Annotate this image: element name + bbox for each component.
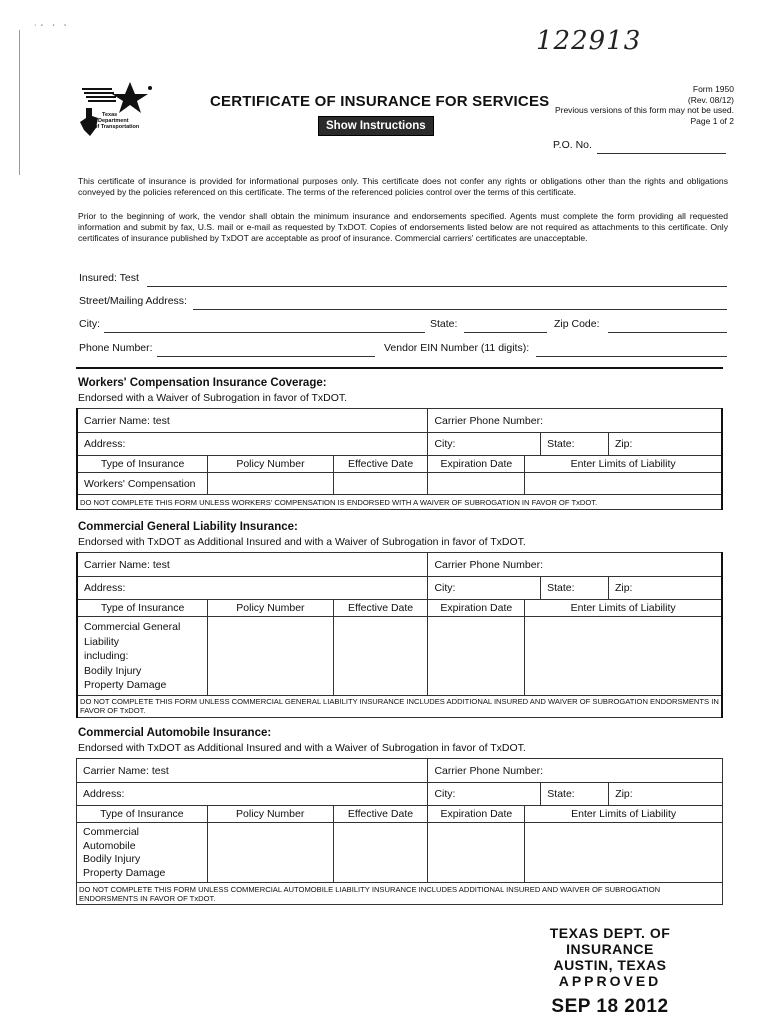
table-header-row bbox=[77, 806, 723, 823]
carrier-name-cell[interactable]: Carrier Name: test bbox=[77, 759, 428, 783]
section-divider bbox=[76, 367, 723, 369]
expiration-date-cell[interactable] bbox=[428, 473, 525, 495]
txdot-logo bbox=[80, 80, 155, 138]
form-page: Page 1 of 2 bbox=[690, 115, 734, 126]
col-effective-header: Effective Date bbox=[333, 806, 428, 823]
automobile-warning: DO NOT COMPLETE THIS FORM UNLESS COMMERCIAL AUTOMOBILE LIABILITY INSURANCE INCLUDES ADDITIONAL INSURED AND WAIVER OF SUBROGATION ENDORSMENTS IN FAVOR OF TxDOT. bbox=[77, 883, 723, 905]
address-cell[interactable]: Address: bbox=[77, 783, 428, 806]
po-field[interactable] bbox=[597, 153, 726, 154]
carrier-phone-cell[interactable]: Carrier Phone Number: bbox=[428, 759, 723, 783]
instructions-paragraph: Prior to the beginning of work, the vendor shall obtain the minimum insurance and endorsements specified. Agents must complete the form providing all requested information and submit by fax, U.S. mail or e-mail as requested by TxDOT. Copies of endorsements listed below are not required as attachments to this certificate. Only certificates of insurance published by TxDOT are acceptable as proof of insurance. Commercial carriers' certificates are unacceptable. bbox=[78, 211, 728, 243]
limits-cell[interactable] bbox=[525, 823, 723, 883]
city-cell[interactable]: City: bbox=[428, 433, 541, 456]
carrier-phone-cell[interactable]: Carrier Phone Number: bbox=[428, 553, 722, 577]
effective-date-cell[interactable] bbox=[333, 823, 428, 883]
state-cell[interactable]: State: bbox=[541, 783, 609, 806]
insurance-type-line: Property Damage bbox=[84, 679, 167, 691]
zip-cell[interactable]: Zip: bbox=[608, 577, 722, 600]
col-policy-header: Policy Number bbox=[207, 806, 333, 823]
table-row bbox=[77, 695, 722, 717]
insurance-type-line: Property Damage bbox=[83, 866, 166, 879]
automobile-heading: Commercial Automobile Insurance: bbox=[78, 727, 272, 739]
state-label: State: bbox=[430, 318, 458, 330]
workers-comp-table bbox=[76, 408, 723, 510]
insurance-type-line: including: bbox=[84, 650, 129, 662]
table-row bbox=[77, 495, 722, 510]
form-previous: Previous versions of this form may not be used. bbox=[554, 105, 734, 115]
limits-cell[interactable] bbox=[525, 617, 722, 696]
table-row bbox=[77, 409, 722, 433]
page-title: CERTIFICATE OF INSURANCE FOR SERVICES bbox=[210, 93, 550, 110]
workers-comp-sub: Endorsed with a Waiver of Subrogation in favor of TxDOT. bbox=[78, 392, 348, 404]
insured-label: Insured: Test bbox=[79, 272, 139, 284]
table-row bbox=[77, 433, 722, 456]
col-expiration-header: Expiration Date bbox=[428, 456, 525, 473]
carrier-phone-cell[interactable]: Carrier Phone Number: bbox=[428, 409, 722, 433]
stamp-line-3: APPROVED bbox=[558, 973, 662, 989]
address-cell[interactable]: Address: bbox=[77, 433, 428, 456]
table-row bbox=[77, 823, 723, 883]
logo-line-1: Texas bbox=[102, 112, 118, 118]
policy-number-cell[interactable] bbox=[208, 473, 334, 495]
table-header-row bbox=[77, 456, 722, 473]
zip-cell[interactable]: Zip: bbox=[608, 433, 722, 456]
col-type-header: Type of Insurance bbox=[77, 806, 208, 823]
insurance-type-cell: Workers' Compensation bbox=[77, 473, 208, 495]
effective-date-cell[interactable] bbox=[333, 473, 428, 495]
insured-field[interactable] bbox=[147, 286, 727, 287]
show-instructions-button[interactable]: Show Instructions bbox=[318, 116, 434, 136]
insurance-type-line: Commercial bbox=[83, 826, 140, 838]
city-cell[interactable]: City: bbox=[428, 577, 541, 600]
ein-field[interactable] bbox=[536, 356, 727, 357]
street-field[interactable] bbox=[193, 309, 727, 310]
table-row bbox=[77, 473, 722, 495]
insurance-type-cell bbox=[77, 823, 208, 883]
col-limits-header: Enter Limits of Liability bbox=[525, 456, 722, 473]
insurance-type-line: Liability bbox=[84, 635, 120, 648]
state-cell[interactable]: State: bbox=[541, 433, 609, 456]
col-effective-header: Effective Date bbox=[333, 456, 428, 473]
scan-margin-line bbox=[19, 30, 20, 175]
disclaimer-paragraph: This certificate of insurance is provided for informational purposes only. This certificate does not confer any rights or obligations other than the rights and obligations conveyed by the policies referenced on this certificate. The terms of the referenced policies control over the terms of this certificate. bbox=[78, 176, 728, 197]
col-expiration-header: Expiration Date bbox=[428, 806, 525, 823]
insurance-type-line: Bodily Injury bbox=[84, 664, 142, 677]
zip-field[interactable] bbox=[608, 332, 727, 333]
carrier-name-cell[interactable]: Carrier Name: test bbox=[77, 409, 428, 433]
city-field[interactable] bbox=[104, 332, 425, 333]
street-label: Street/Mailing Address: bbox=[79, 295, 187, 307]
col-policy-header: Policy Number bbox=[208, 456, 334, 473]
form-info bbox=[534, 84, 734, 126]
city-label: City: bbox=[79, 318, 100, 330]
expiration-date-cell[interactable] bbox=[428, 617, 525, 696]
form-rev: (Rev. 08/12) bbox=[687, 94, 734, 105]
workers-comp-warning: DO NOT COMPLETE THIS FORM UNLESS WORKERS' COMPENSATION IS ENDORSED WITH A WAIVER OF SUBROGATION IN FAVOR OF TxDOT. bbox=[77, 495, 722, 510]
table-row bbox=[77, 783, 723, 806]
zip-cell[interactable]: Zip: bbox=[609, 783, 723, 806]
phone-field[interactable] bbox=[157, 356, 375, 357]
carrier-name-cell[interactable]: Carrier Name: test bbox=[77, 553, 428, 577]
ein-label: Vendor EIN Number (11 digits): bbox=[384, 342, 530, 354]
state-field[interactable] bbox=[464, 332, 547, 333]
insurance-type-line: Commercial General bbox=[84, 621, 181, 633]
logo-text bbox=[94, 112, 139, 130]
scan-marks: ˙ ˊ ˊ ˋ bbox=[34, 24, 67, 35]
handwritten-number: 122913 bbox=[536, 26, 642, 56]
general-liability-warning: DO NOT COMPLETE THIS FORM UNLESS COMMERCIAL GENERAL LIABILITY INSURANCE INCLUDES ADDITIONAL INSURED AND WAIVER OF SUBROGATION ENDORSMENTS IN FAVOR OF TxDOT. bbox=[77, 695, 722, 717]
stamp-date: SEP 18 2012 bbox=[551, 996, 669, 1017]
table-header-row bbox=[77, 600, 722, 617]
insurance-type-line: Automobile bbox=[83, 839, 136, 852]
col-limits-header: Enter Limits of Liability bbox=[525, 600, 722, 617]
state-cell[interactable]: State: bbox=[541, 577, 609, 600]
policy-number-cell[interactable] bbox=[207, 823, 333, 883]
col-policy-header: Policy Number bbox=[208, 600, 334, 617]
col-type-header: Type of Insurance bbox=[77, 600, 208, 617]
table-row bbox=[77, 577, 722, 600]
table-row bbox=[77, 759, 723, 783]
col-effective-header: Effective Date bbox=[333, 600, 428, 617]
logo-line-2: Department bbox=[98, 118, 129, 124]
zip-label: Zip Code: bbox=[554, 318, 600, 330]
general-liability-table bbox=[76, 552, 723, 718]
insurance-type-line: Bodily Injury bbox=[83, 853, 141, 865]
city-cell[interactable]: City: bbox=[428, 783, 541, 806]
workers-comp-heading: Workers' Compensation Insurance Coverage: bbox=[78, 377, 327, 389]
phone-label: Phone Number: bbox=[79, 342, 153, 354]
insurance-type-cell bbox=[77, 617, 208, 696]
table-row bbox=[77, 617, 722, 696]
address-cell[interactable]: Address: bbox=[77, 577, 428, 600]
expiration-date-cell[interactable] bbox=[428, 823, 525, 883]
col-expiration-header: Expiration Date bbox=[428, 600, 525, 617]
form-number: Form 1950 bbox=[692, 84, 734, 94]
general-liability-heading: Commercial General Liability Insurance: bbox=[78, 521, 298, 533]
general-liability-sub: Endorsed with TxDOT as Additional Insured and with a Waiver of Subrogation in favor of TxDOT. bbox=[78, 536, 526, 548]
effective-date-cell[interactable] bbox=[333, 617, 428, 696]
automobile-sub: Endorsed with TxDOT as Additional Insured and with a Waiver of Subrogation in favor of TxDOT. bbox=[78, 742, 526, 754]
table-row bbox=[77, 553, 722, 577]
po-label: P.O. No. bbox=[553, 139, 592, 151]
col-limits-header: Enter Limits of Liability bbox=[525, 806, 723, 823]
col-type-header: Type of Insurance bbox=[77, 456, 208, 473]
policy-number-cell[interactable] bbox=[208, 617, 334, 696]
table-row bbox=[77, 883, 723, 905]
approval-stamp bbox=[505, 925, 715, 1020]
stamp-line-2: AUSTIN, TEXAS bbox=[553, 957, 667, 973]
automobile-table bbox=[76, 758, 723, 905]
logo-line-3: of Transportation bbox=[94, 124, 140, 130]
limits-cell[interactable] bbox=[525, 473, 722, 495]
stamp-line-1: TEXAS DEPT. OF INSURANCE bbox=[549, 925, 671, 957]
